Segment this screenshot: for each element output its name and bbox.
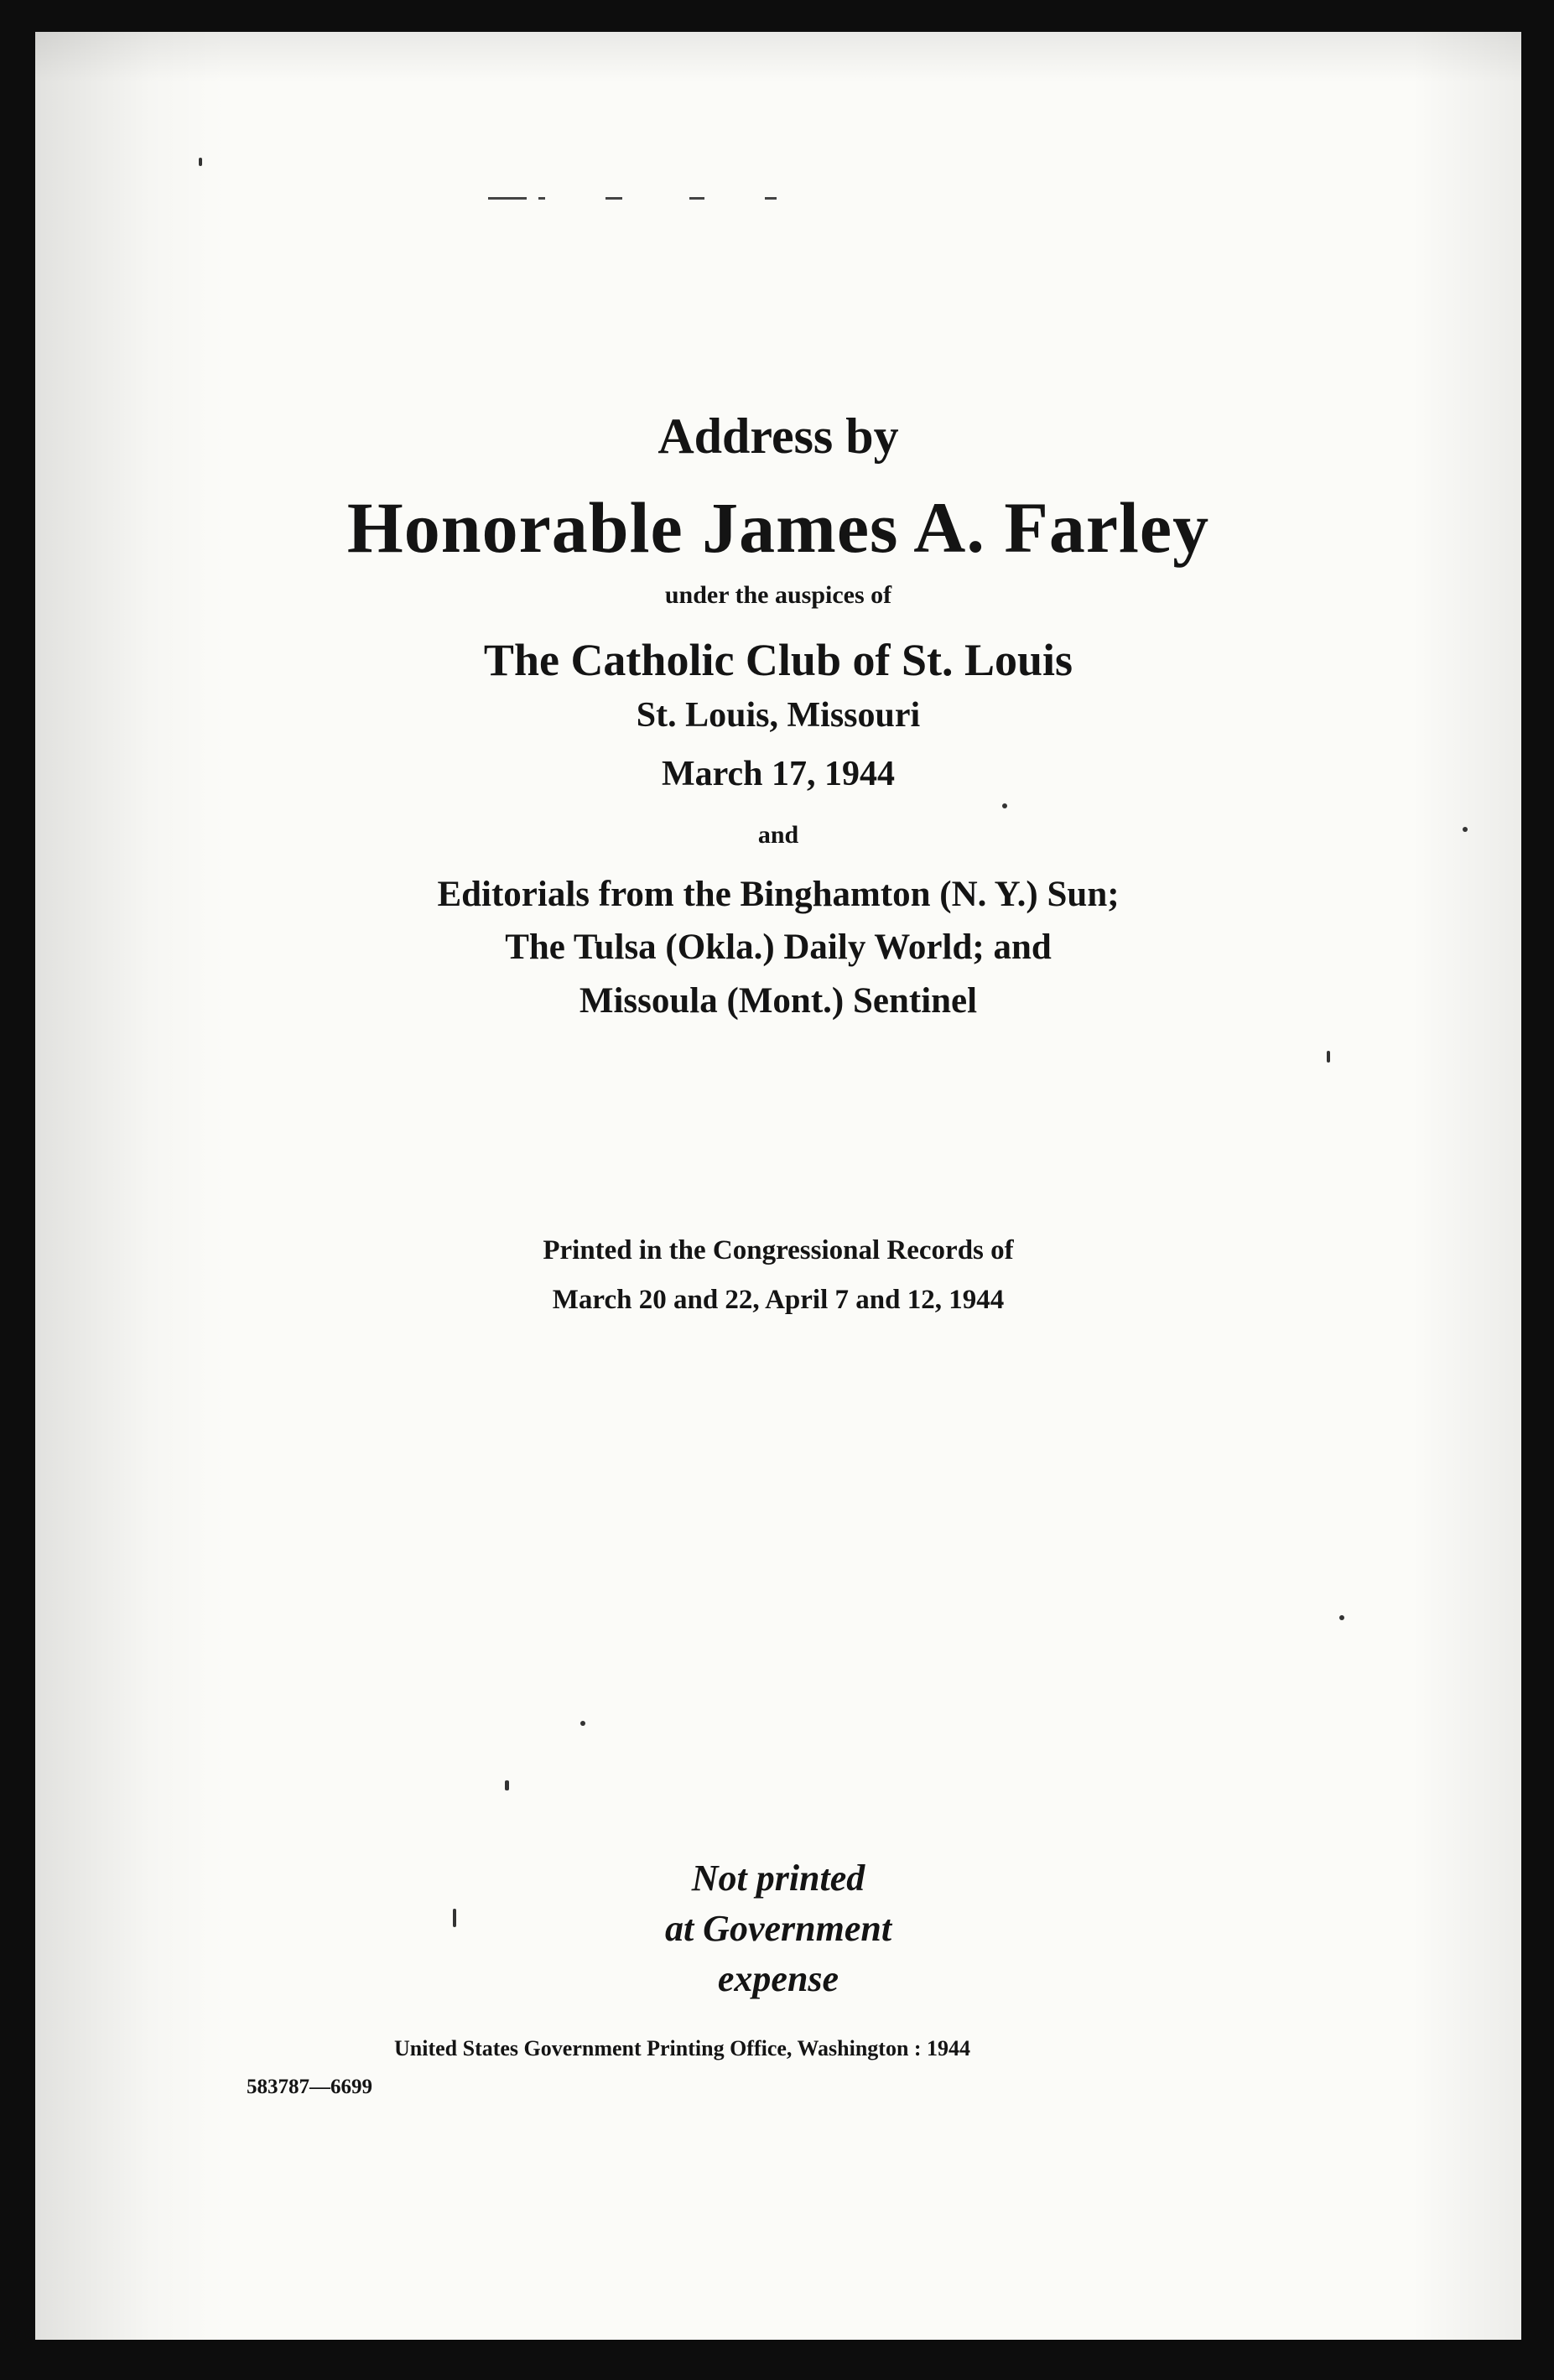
editorials-line-1: Editorials from the Binghamton (N. Y.) Sun; [437,875,1120,914]
decorative-rule [488,197,891,204]
event-date: March 17, 1944 [661,755,896,793]
scan-speck [1002,803,1007,808]
auspices-line: under the auspices of [664,581,892,609]
scan-speck [1463,827,1468,832]
notice-line-2: at Government [664,1908,892,1949]
and-connector: and [757,821,799,849]
printed-in-line-2: March 20 and 22, April 7 and 12, 1944 [552,1285,1005,1315]
printed-in-line-1: Printed in the Congressional Records of [543,1235,1014,1265]
scan-speck [1339,1615,1344,1620]
job-number: 583787—6699 [247,2076,372,2098]
scan-shading-top [35,32,1521,82]
event-location: St. Louis, Missouri [636,696,921,735]
address-by-heading: Address by [657,408,899,464]
document-page [35,32,1521,2340]
editorials-line-3: Missoula (Mont.) Sentinel [579,981,978,1021]
club-name: The Catholic Club of St. Louis [483,635,1073,685]
notice-line-3: expense [717,1958,839,1999]
scan-speck [505,1780,509,1790]
editorials-line-2: The Tulsa (Okla.) Daily World; and [505,928,1052,967]
notice-line-1: Not printed [691,1858,865,1899]
scan-speck [199,158,202,166]
speaker-name-title: Honorable James A. Farley [346,487,1210,568]
printing-office-imprint: United States Government Printing Office, Washington : 1944 [394,2036,971,2060]
scan-speck [580,1721,585,1726]
scan-speck [1327,1051,1330,1063]
scan-speck [453,1909,456,1927]
